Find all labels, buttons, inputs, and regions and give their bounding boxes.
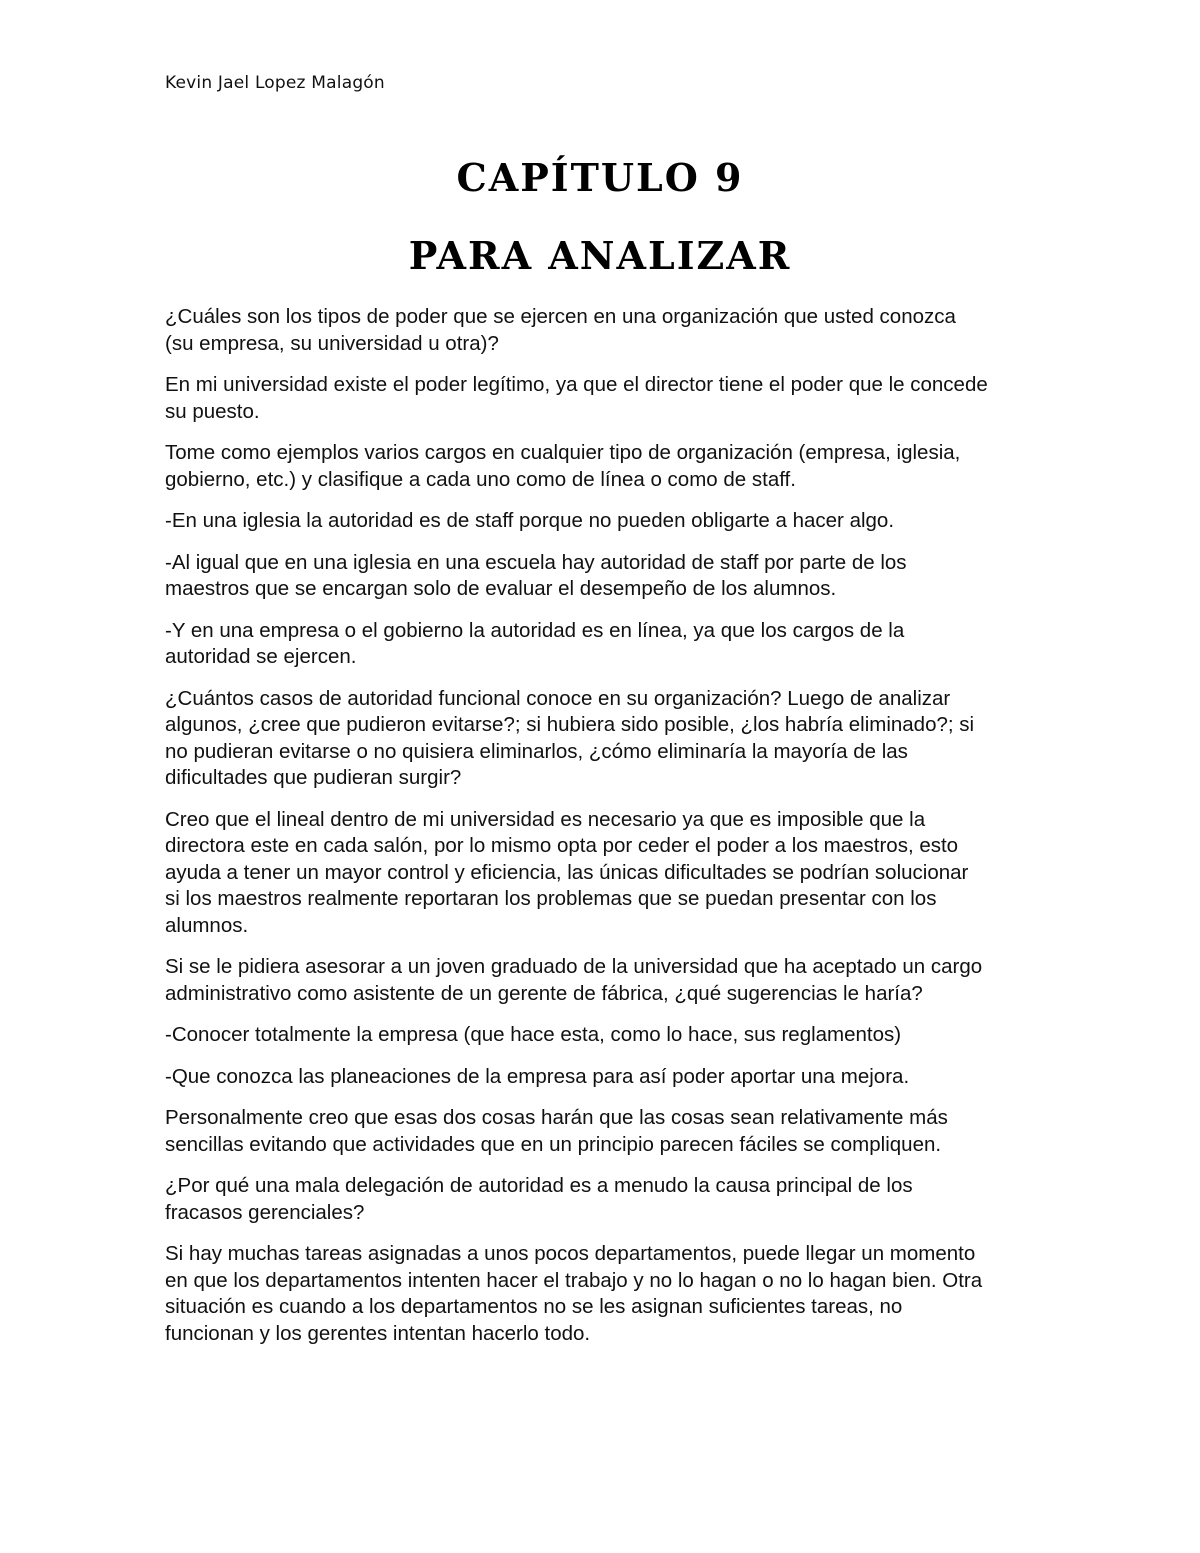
text-line: Creo que el lineal dentro de mi universidad es necesario ya que es imposible que la — [165, 807, 926, 831]
paragraph — [165, 686, 1045, 792]
text-line: En mi universidad existe el poder legítimo, ya que el director tiene el poder que le concede — [165, 373, 988, 396]
paragraph — [165, 1064, 1045, 1091]
paragraph — [165, 440, 1045, 493]
text-line: autoridad se ejercen. — [165, 645, 357, 668]
text-line: ¿Por qué una mala delegación de autoridad es a menudo la causa principal de los — [165, 1174, 913, 1197]
text-line: (su empresa, su universidad u otra)? — [165, 331, 499, 355]
text-line: en que los departamentos intenten hacer el trabajo y no lo hagan o no lo hagan bien. Otra — [165, 1268, 983, 1292]
text-line: fracasos gerenciales? — [165, 1200, 365, 1224]
text-line: directora este en cada salón, por lo mismo opta por ceder el poder a los maestros, esto — [165, 834, 959, 857]
text-line: Tome como ejemplos varios cargos en cualquier tipo de organización (empresa, iglesia, — [165, 441, 961, 464]
text-line: Personalmente creo que esas dos cosas harán que las cosas sean relativamente más — [165, 1106, 948, 1129]
paragraph — [165, 1105, 1045, 1158]
text-line: maestros que se encargan solo de evaluar el desempeño de los alumnos. — [165, 577, 837, 600]
paragraph — [165, 807, 1045, 940]
paragraph — [165, 954, 1045, 1007]
paragraph — [165, 1022, 1045, 1049]
text-line: -Al igual que en una iglesia en una escuela hay autoridad de staff por parte de los — [165, 550, 907, 574]
text-line: -Que conozca las planeaciones de la empresa para así poder aportar una mejora. — [165, 1064, 910, 1088]
paragraph — [165, 304, 1045, 357]
text-line: ¿Cuántos casos de autoridad funcional conoce en su organización? Luego de analizar — [165, 686, 951, 710]
text-line: -En una iglesia la autoridad es de staff porque no pueden obligarte a hacer algo. — [165, 509, 895, 532]
text-line: ¿Cuáles son los tipos de poder que se ejercen en una organización que usted conozca — [165, 305, 956, 328]
text-line: alumnos. — [165, 913, 249, 937]
text-line: administrativo como asistente de un gerente de fábrica, ¿qué sugerencias le haría? — [165, 981, 923, 1005]
paragraph — [165, 372, 1045, 425]
text-line: no pudieran evitarse o no quisiera eliminarlos, ¿cómo eliminaría la mayoría de las — [165, 739, 908, 763]
text-line: dificultades que pudieran surgir? — [165, 766, 462, 789]
text-line: sencillas evitando que actividades que en un principio parecen fáciles se compliquen. — [165, 1132, 942, 1156]
text-line: su puesto. — [165, 399, 260, 423]
text-line: gobierno, etc.) y clasifique a cada uno como de línea o como de staff. — [165, 467, 796, 491]
paragraph — [165, 550, 1045, 603]
text-line: -Conocer totalmente la empresa (que hace esta, como lo hace, sus reglamentos) — [165, 1023, 902, 1046]
text-line: Si hay muchas tareas asignadas a unos pocos departamentos, puede llegar un momento — [165, 1242, 976, 1265]
author-header: Kevin Jael Lopez Malagón — [165, 73, 385, 93]
text-line: ayuda a tener un mayor control y eficiencia, las únicas dificultades se podrían solucionar — [165, 860, 969, 884]
text-line: Si se le pidiera asesorar a un joven graduado de la universidad que ha aceptado un cargo — [165, 955, 983, 978]
paragraph — [165, 618, 1045, 671]
paragraph — [165, 508, 1045, 535]
text-line: si los maestros realmente reportaran los problemas que se puedan presentar con los — [165, 887, 937, 910]
text-line: situación es cuando a los departamentos no se les asignan suficientes tareas, no — [165, 1295, 903, 1318]
document-body — [165, 304, 1045, 1362]
text-line: funcionan y los gerentes intentan hacerlo todo. — [165, 1321, 591, 1345]
section-title: PARA ANALIZAR — [408, 233, 792, 278]
paragraph — [165, 1173, 1045, 1226]
text-line: algunos, ¿cree que pudieron evitarse?; si hubiera sido posible, ¿los habría eliminado?; si — [165, 713, 975, 736]
text-line: -Y en una empresa o el gobierno la autoridad es en línea, ya que los cargos de la — [165, 618, 905, 642]
chapter-title: CAPÍTULO 9 — [456, 155, 744, 200]
paragraph — [165, 1241, 1045, 1347]
